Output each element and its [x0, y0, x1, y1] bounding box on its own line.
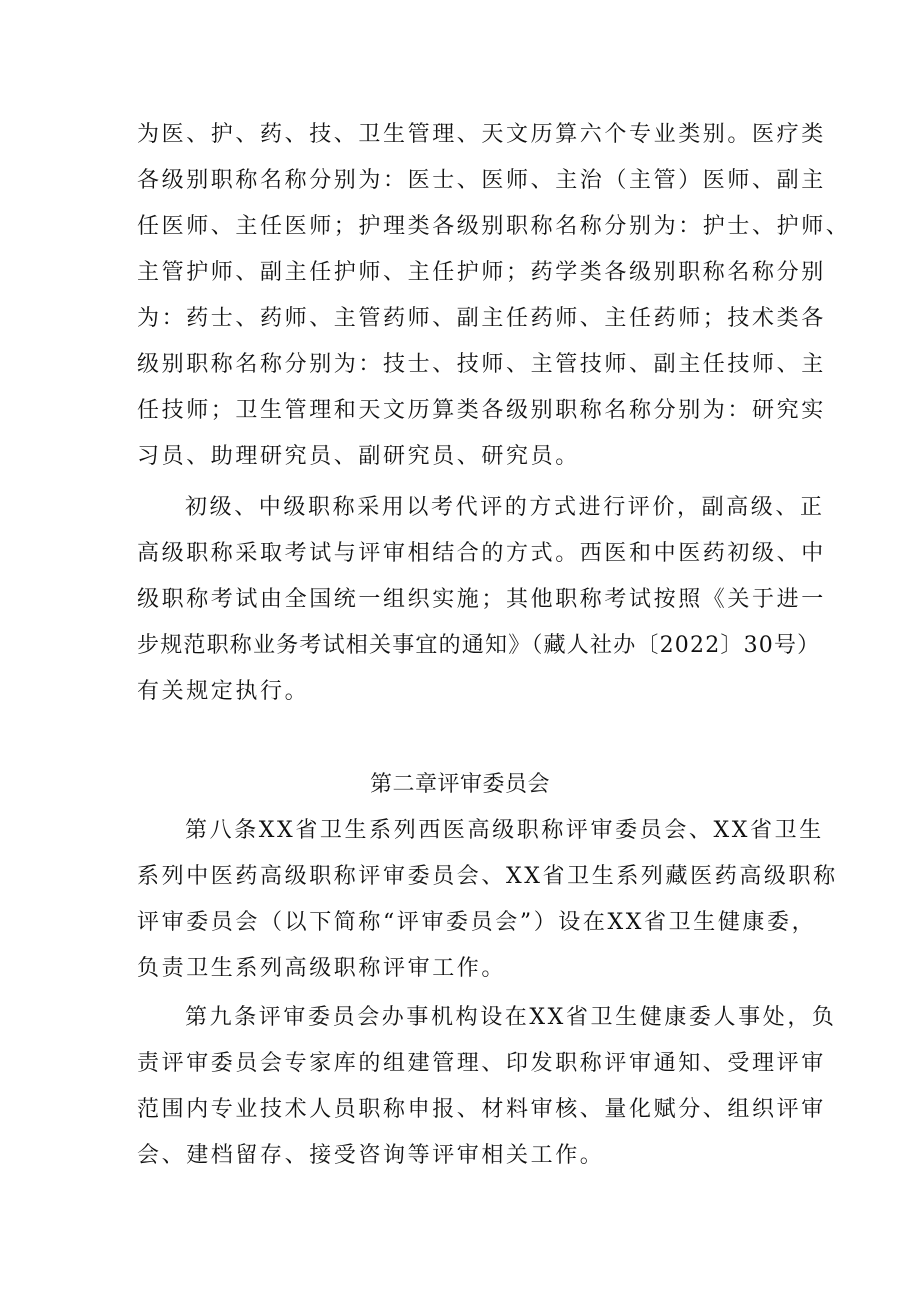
- paragraph-line: 初级、中级职称采用以考代评的方式进行评价，副高级、正: [185, 495, 825, 520]
- paragraph-line: 责评审委员会专家库的组建管理、印发职称评审通知、受理评审: [137, 1051, 826, 1076]
- paragraph-line: 第八条XX省卫生系列西医高级职称评审委员会、XX省卫生: [185, 818, 824, 843]
- paragraph-line: 主管护师、副主任护师、主任护师；药学类各级别职称名称分别: [137, 260, 826, 285]
- paragraph-line: 有关规定执行。: [137, 679, 310, 704]
- paragraph-line: 第九条评审委员会办事机构设在XX省卫生健康委人事处，负: [185, 1005, 837, 1030]
- paragraph-line: 为医、护、药、技、卫生管理、天文历算六个专业类别。医疗类: [137, 122, 826, 147]
- paragraph-line: 习员、助理研究员、副研究员、研究员。: [137, 444, 580, 469]
- paragraph-line: 级别职称名称分别为：技士、技师、主管技师、副主任技师、主: [137, 352, 826, 377]
- paragraph-line: 为：药士、药师、主管药师、副主任药师、主任药师；技术类各: [137, 306, 826, 331]
- paragraph-line: 任医师、主任医师；护理类各级别职称名称分别为：护士、护师、: [137, 214, 851, 239]
- chapter-heading: 第二章评审委员会: [369, 772, 550, 797]
- paragraph-line: 评审委员会（以下简称“评审委员会”）设在XX省卫生健康委，: [137, 910, 817, 935]
- paragraph-line: 范围内专业技术人员职称申报、材料审核、量化赋分、组织评审: [137, 1097, 826, 1122]
- paragraph-line: 级职称考试由全国统一组织实施；其他职称考试按照《关于进一: [137, 587, 826, 612]
- paragraph-line: 会、建档留存、接受咨询等评审相关工作。: [137, 1143, 605, 1168]
- paragraph-line: 负责卫生系列高级职称评审工作。: [137, 956, 507, 981]
- paragraph-line: 各级别职称名称分别为：医士、医师、主治（主管）医师、副主: [137, 168, 826, 193]
- paragraph-line: 系列中医药高级职称评审委员会、XX省卫生系列藏医药高级职称: [137, 864, 838, 889]
- paragraph-line: 步规范职称业务考试相关事宜的通知》（藏人社办〔2022〕30号）: [137, 633, 821, 658]
- paragraph-line: 高级职称采取考试与评审相结合的方式。西医和中医药初级、中: [137, 541, 826, 566]
- paragraph-line: 任技师；卫生管理和天文历算类各级别职称名称分别为：研究实: [137, 398, 826, 423]
